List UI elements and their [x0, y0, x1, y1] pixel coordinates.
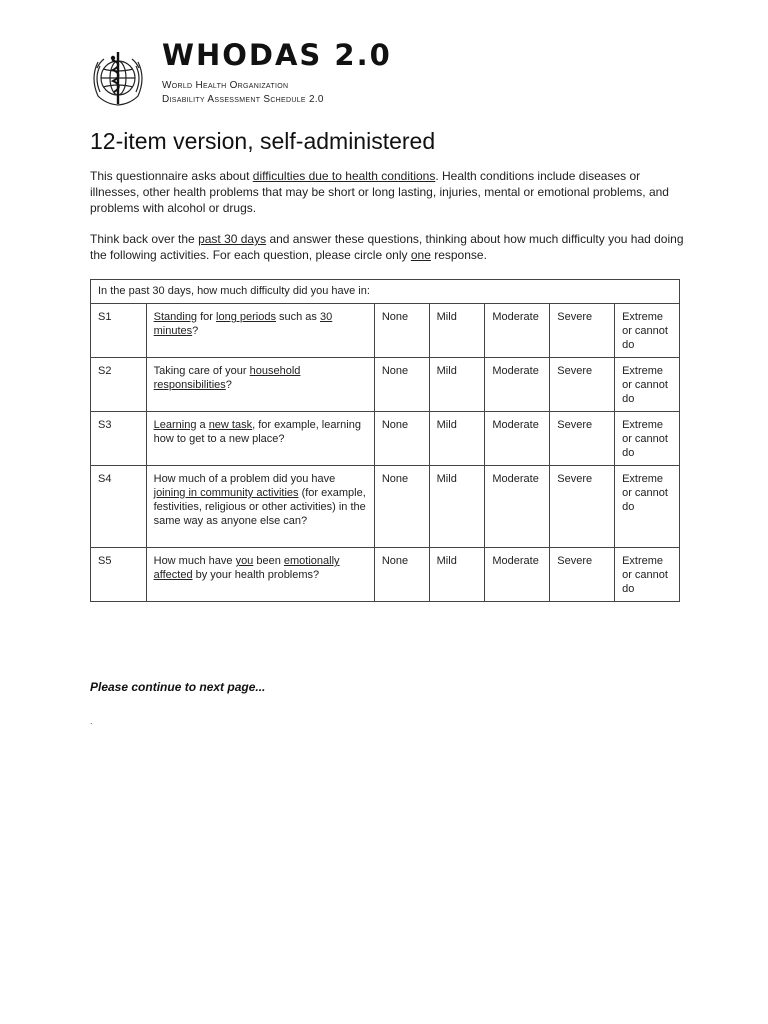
response-moderate[interactable]: Moderate [485, 466, 550, 548]
response-moderate[interactable]: Moderate [485, 412, 550, 466]
item-id: S4 [91, 466, 147, 548]
response-extreme[interactable]: Extreme or cannot do [615, 548, 680, 602]
response-moderate[interactable]: Moderate [485, 548, 550, 602]
page-mark: . [90, 716, 93, 726]
item-question: How much have you been emotionally affected by your health problems? [146, 548, 374, 602]
response-none[interactable]: None [374, 304, 429, 358]
response-mild[interactable]: Mild [429, 412, 485, 466]
instructions-paragraph: Think back over the past 30 days and answer these questions, thinking about how much difficulty you had doing the following activities. For each question, please circle only one response. [90, 232, 684, 262]
response-severe[interactable]: Severe [550, 466, 615, 548]
response-mild[interactable]: Mild [429, 304, 485, 358]
table-row [91, 412, 680, 466]
who-emblem-icon [86, 48, 150, 108]
document-header [86, 38, 686, 110]
response-mild[interactable]: Mild [429, 466, 485, 548]
item-question: Standing for long periods such as 30 minutes? [146, 304, 374, 358]
response-none[interactable]: None [374, 548, 429, 602]
item-id: S5 [91, 548, 147, 602]
response-extreme[interactable]: Extreme or cannot do [615, 358, 680, 412]
brand-subtitle-line1: World Health Organization [162, 80, 289, 91]
response-none[interactable]: None [374, 466, 429, 548]
item-question: How much of a problem did you have joining in community activities (for example, festivities, religious or other activities) in the same way as anyone else can? [146, 466, 374, 548]
response-severe[interactable]: Severe [550, 304, 615, 358]
table-row [91, 466, 680, 548]
table-row [91, 304, 680, 358]
response-mild[interactable]: Mild [429, 548, 485, 602]
response-severe[interactable]: Severe [550, 412, 615, 466]
brand-title: WHODAS 2.0 [162, 38, 392, 72]
response-mild[interactable]: Mild [429, 358, 485, 412]
response-none[interactable]: None [374, 358, 429, 412]
questionnaire-table [90, 279, 680, 602]
response-extreme[interactable]: Extreme or cannot do [615, 304, 680, 358]
response-extreme[interactable]: Extreme or cannot do [615, 412, 680, 466]
item-id: S2 [91, 358, 147, 412]
response-severe[interactable]: Severe [550, 548, 615, 602]
response-none[interactable]: None [374, 412, 429, 466]
table-row [91, 548, 680, 602]
response-extreme[interactable]: Extreme or cannot do [615, 466, 680, 548]
table-row [91, 358, 680, 412]
item-question: Learning a new task, for example, learning how to get to a new place? [146, 412, 374, 466]
response-severe[interactable]: Severe [550, 358, 615, 412]
item-id: S3 [91, 412, 147, 466]
item-question: Taking care of your household responsibilities? [146, 358, 374, 412]
table-header-row [91, 280, 680, 304]
response-moderate[interactable]: Moderate [485, 304, 550, 358]
brand-subtitle-line2: Disability Assessment Schedule 2.0 [162, 94, 324, 105]
continue-note: Please continue to next page... [90, 680, 266, 694]
intro-paragraph: This questionnaire asks about difficulties due to health conditions. Health conditions include diseases or illnesses, other health problems that may be short or long lasting, injuries, mental or emotional problems, and problems with alcohol or drugs. [90, 169, 669, 215]
table-header: In the past 30 days, how much difficulty did you have in: [91, 280, 680, 304]
item-id: S1 [91, 304, 147, 358]
document-title: 12-item version, self-administered [90, 128, 436, 154]
response-moderate[interactable]: Moderate [485, 358, 550, 412]
